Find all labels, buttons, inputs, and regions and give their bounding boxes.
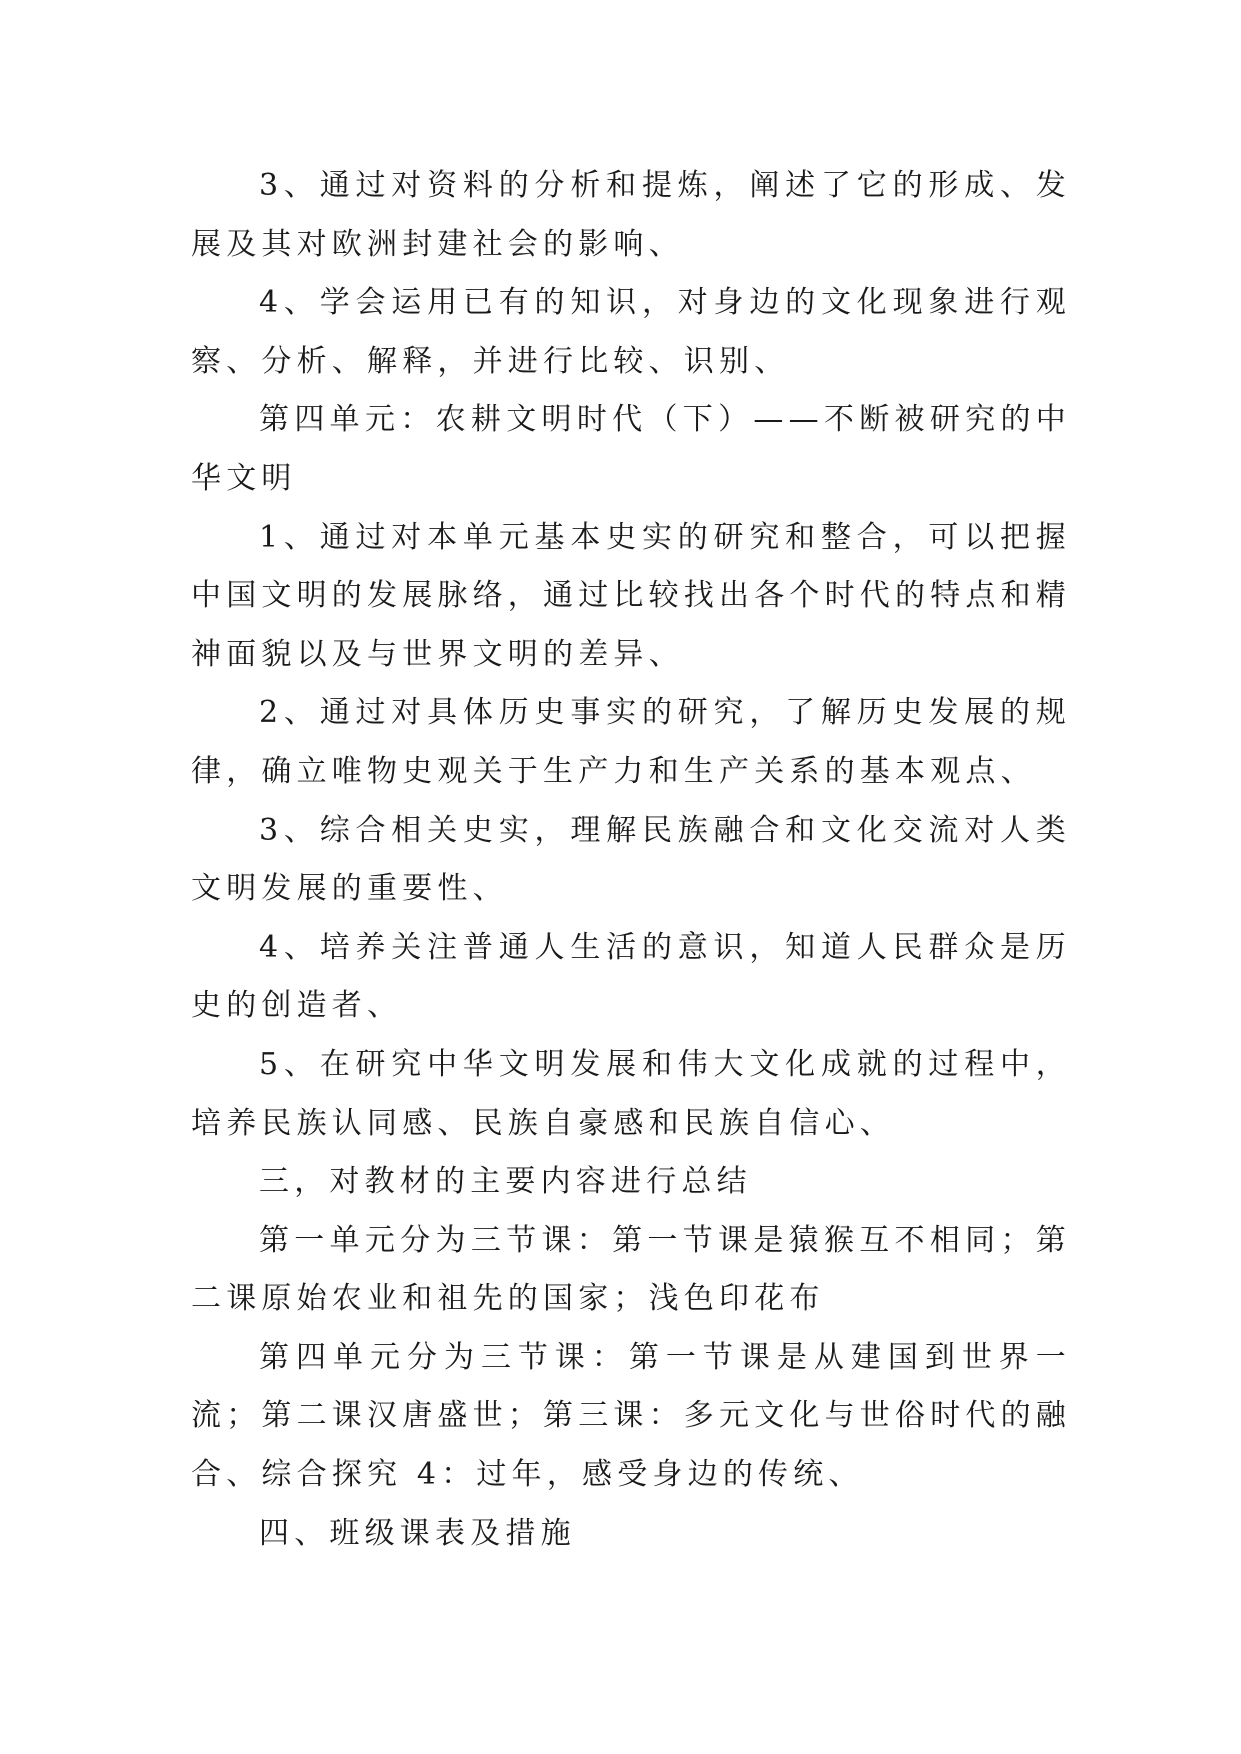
paragraph-unit1-lessons: 第一单元分为三节课：第一节课是猿猴互不相同；第二课原始农业和祖先的国家；浅色印花布 [191,1222,1071,1317]
paragraph-unit4-item3: 3、综合相关史实，理解民族融合和文化交流对人类文明发展的重要性、 [191,812,1071,907]
paragraph-unit3-item3: 3、通过对资料的分析和提炼，阐述了它的形成、发展及其对欧洲封建社会的影响、 [191,168,1071,262]
paragraph-unit4-item5: 5、在研究中华文明发展和伟大文化成就的过程中，培养民族认同感、民族自豪感和民族自信心、 [191,1046,1071,1141]
section-heading-summary: 三，对教材的主要内容进行总结 [259,1164,752,1200]
paragraph-unit4-item2: 2、通过对具体历史事实的研究，了解历史发展的规律，确立唯物史观关于生产力和生产关系的基本观点、 [191,695,1071,789]
paragraph-unit4-item1: 1、通过对本单元基本史实的研究和整合，可以把握中国文明的发展脉络，通过比较找出各个时代的特点和精神面貌以及与世界文明的差异、 [191,519,1071,672]
paragraph-unit4-heading: 第四单元：农耕文明时代（下）——不断被研究的中华文明 [191,402,1071,496]
section-heading-schedule: 四、班级课表及措施 [259,1515,576,1551]
document-body [191,157,1071,1563]
paragraph-unit4-lessons: 第四单元分为三节课：第一节课是从建国到世界一流；第二课汉唐盛世；第三课：多元文化与世俗时代的融合、综合探究 4：过年，感受身边的传统、 [191,1339,1071,1493]
paragraph-unit3-item4: 4、学会运用已有的知识，对身边的文化现象进行观察、分析、解释，并进行比较、识别、 [191,285,1071,379]
paragraph-unit4-item4: 4、培养关注普通人生活的意识，知道人民群众是历史的创造者、 [191,929,1071,1024]
